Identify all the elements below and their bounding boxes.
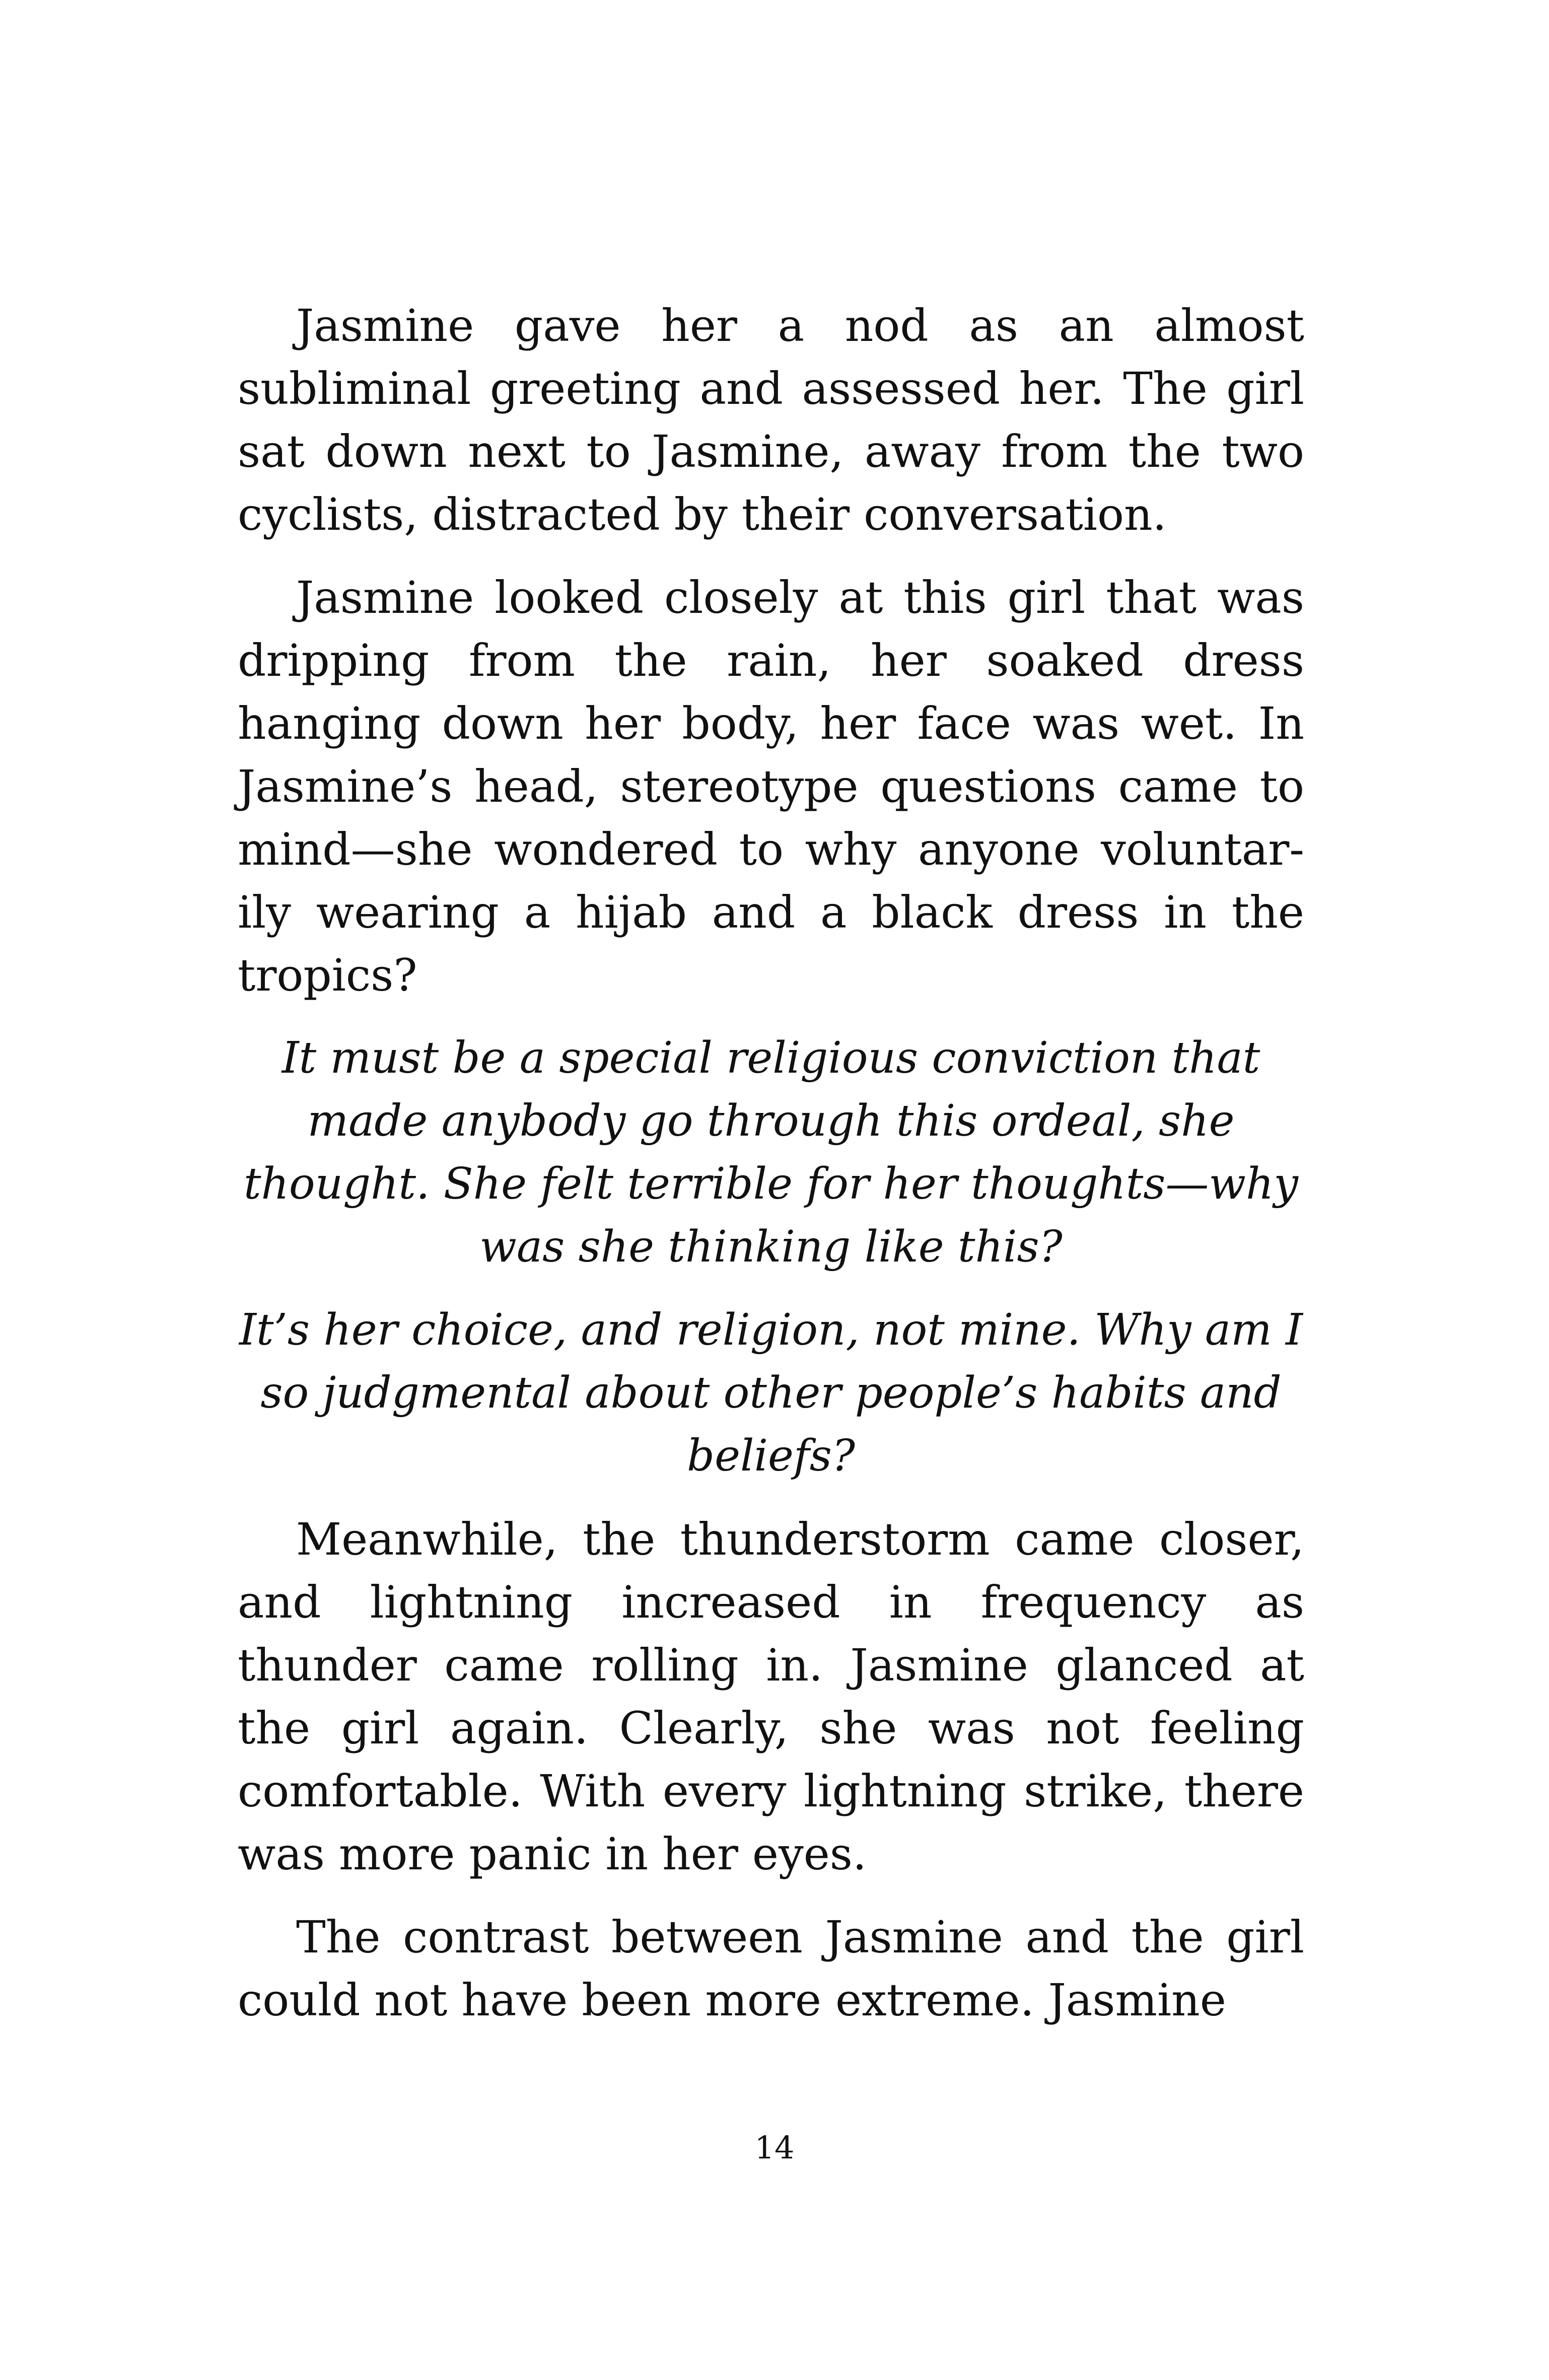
page-number: 14 <box>754 2129 795 2166</box>
paragraph: The contrast between Jasmine and the girl could not have been more extreme. Jasmine <box>238 1911 1304 2026</box>
body-text <box>238 294 1304 2032</box>
paragraph: Jasmine looked closely at this girl that was dripping from the rain, her soaked dress hanging down her body, her face was wet. In Jasmine’s head, stereotype questions came to mind—she wondered to why anyone voluntar-ily wearing a hijab and a black dress in the tropics? <box>238 572 1304 1001</box>
italic-thought: It must be a special religious conviction that made anybody go through this ordeal, she thought. She felt terrible for her thoughts—why was she thinking like this? <box>243 1033 1299 1272</box>
paragraph: Meanwhile, the thunderstorm came closer, and lightning increased in frequency as thunder came rolling in. Jasmine glanced at the girl again. Clearly, she was not feeling comfortable. With every lightning strike, there was more panic in her eyes. <box>238 1513 1304 1880</box>
italic-thought: It’s her choice, and religion, not mine. Why am I so judgmental about other people’s habits and beliefs? <box>239 1305 1303 1481</box>
paragraph: Jasmine gave her a nod as an almost subliminal greeting and assessed her. The girl sat down next to Jasmine, away from the two cyclists, distracted by their conversation. <box>238 300 1304 540</box>
